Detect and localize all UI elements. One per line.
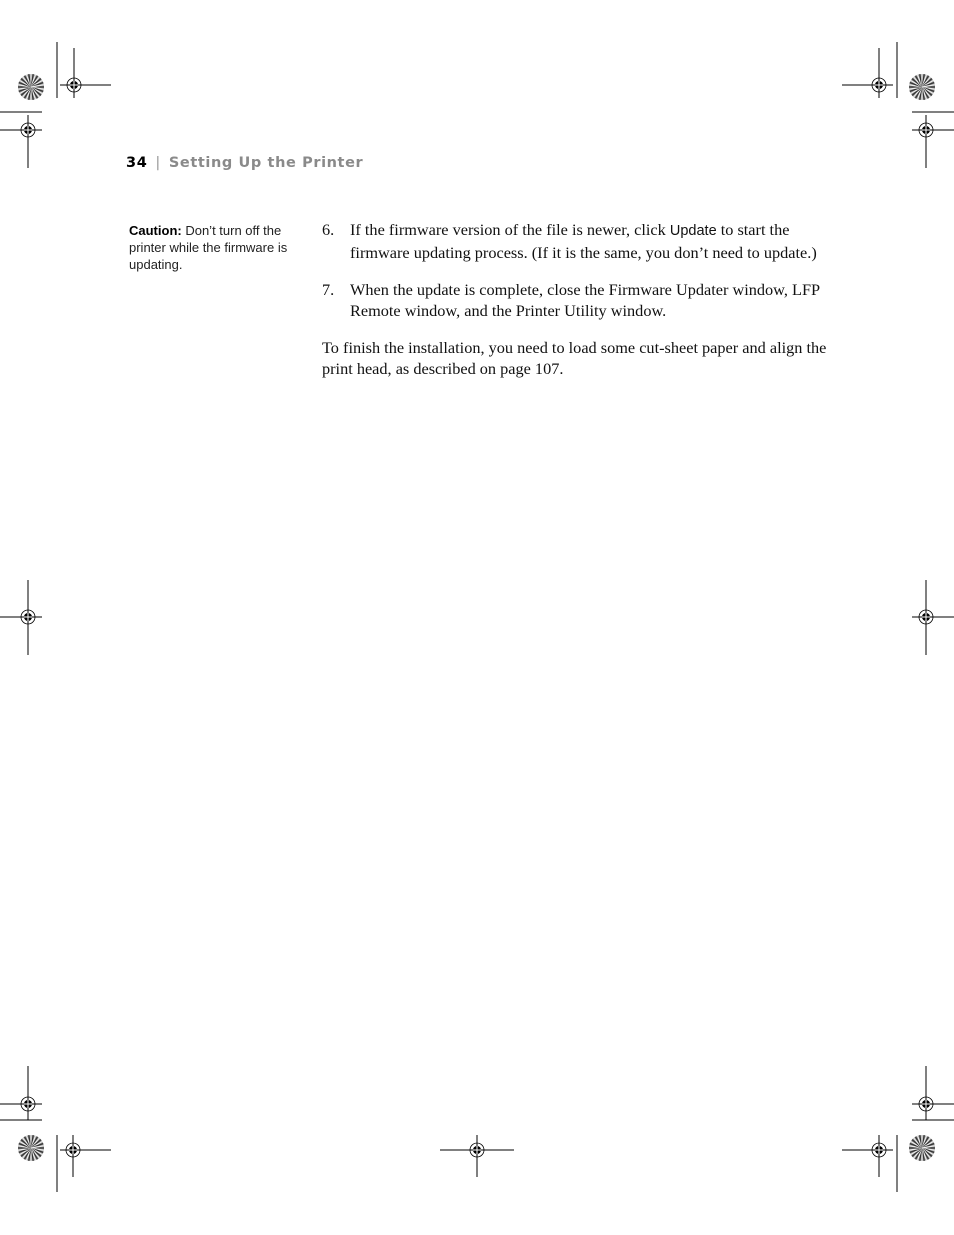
step-7 xyxy=(322,279,842,321)
step-text: If the firmware version of the file is newer, click xyxy=(350,220,670,239)
caution-note xyxy=(129,222,289,273)
update-ui-term: Update xyxy=(669,223,717,239)
starburst-icon xyxy=(909,1135,935,1161)
running-header xyxy=(126,155,363,171)
caution-text: Don’t turn off the printer while the firmware is updating. xyxy=(129,223,288,272)
body-text xyxy=(322,219,842,379)
starburst-icon xyxy=(18,74,44,100)
closing-paragraph: To finish the installation, you need to load some cut-sheet paper and align the print head, as described on page 107. xyxy=(322,338,827,378)
step-number: 6. xyxy=(322,220,335,239)
chapter-title: Setting Up the Printer xyxy=(168,155,364,171)
step-number: 7. xyxy=(322,280,335,299)
caution-label: Caution: xyxy=(129,223,182,238)
step-6 xyxy=(322,219,842,263)
starburst-icon xyxy=(909,74,935,100)
header-separator: | xyxy=(155,155,161,171)
step-text: to start the firmware updating process. (If it is the same, you don’t need to update.) xyxy=(350,220,817,262)
page-number: 34 xyxy=(126,155,148,171)
starburst-icon xyxy=(18,1135,44,1161)
step-text: When the update is complete, close the Firmware Updater window, LFP Remote window, and the Printer Utility window. xyxy=(350,280,820,320)
